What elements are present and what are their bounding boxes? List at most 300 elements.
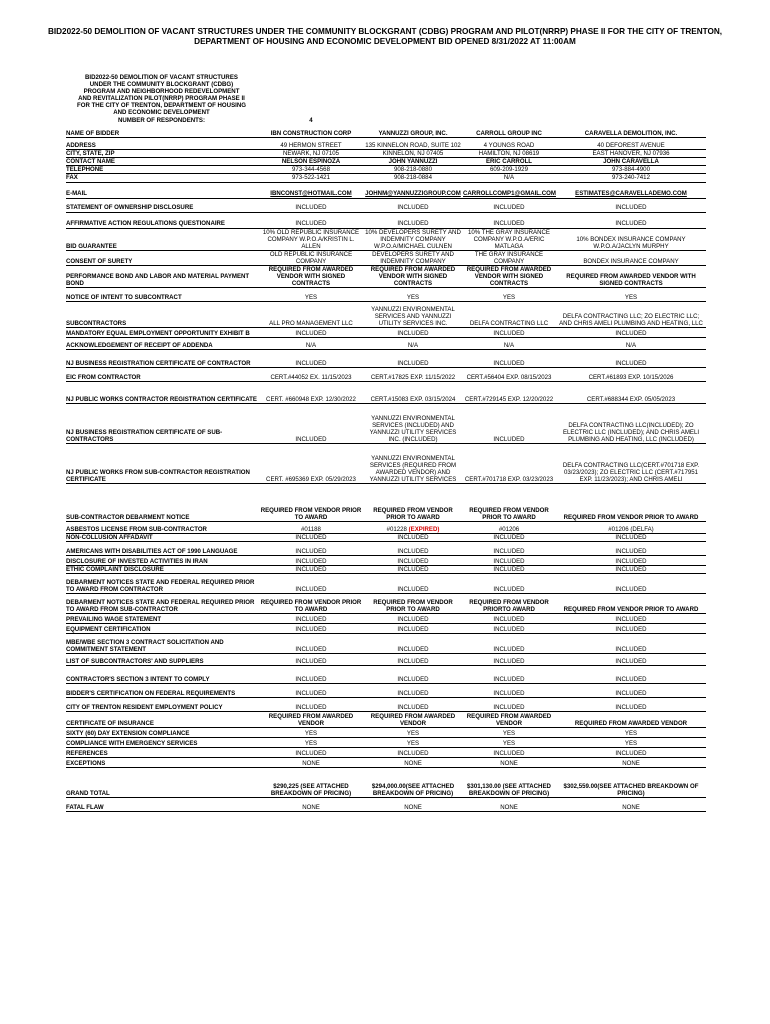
criteria-value xyxy=(462,738,556,748)
criteria-value xyxy=(364,534,462,542)
criteria-value-text: INCLUDED xyxy=(615,676,647,684)
criteria-value-text: INCLUDED xyxy=(615,204,647,212)
criteria-label: MBE/WBE SECTION 3 CONTRACT SOLICITATION AND COMMITMENT STATEMENT xyxy=(66,634,258,654)
grand-total-row-label: GRAND TOTAL xyxy=(66,768,258,798)
criteria-value xyxy=(556,522,706,534)
criteria-value-text: YES xyxy=(624,294,638,302)
expired-flag: (EXPIRED) xyxy=(408,526,440,534)
criteria-value xyxy=(556,404,706,444)
criteria-value xyxy=(462,350,556,368)
criteria-label: MANDATORY EQUAL EMPLOYMENT OPPORTUNITY EXHIBIT B xyxy=(66,328,258,338)
fatal-flaw-value: NONE xyxy=(556,798,706,812)
fax-row xyxy=(66,174,706,182)
criteria-value xyxy=(258,368,364,382)
criteria-value xyxy=(258,542,364,556)
criteria-value-text: INCLUDED xyxy=(295,558,327,566)
criteria-value xyxy=(258,712,364,728)
criteria-value xyxy=(364,728,462,738)
criteria-value xyxy=(258,404,364,444)
criteria-value-text: CERT.#61893 EXP. 10/15/2026 xyxy=(588,374,674,382)
criteria-value xyxy=(556,302,706,328)
grand-total-row xyxy=(66,768,706,798)
criteria-label: COMPLIANCE WITH EMERGENCY SERVICES xyxy=(66,738,258,748)
criteria-label: CONSENT OF SURETY xyxy=(66,250,258,265)
criteria-value xyxy=(462,594,556,614)
bidder-2-phone: 908-218-0880 xyxy=(364,166,462,174)
criteria-value xyxy=(364,566,462,574)
criteria-row xyxy=(66,302,706,328)
criteria-value xyxy=(462,288,556,302)
criteria-value xyxy=(556,684,706,698)
criteria-value-text: INCLUDED xyxy=(615,586,647,594)
criteria-row xyxy=(66,758,706,768)
criteria-value-text: INCLUDED xyxy=(493,646,525,654)
criteria-value xyxy=(556,484,706,522)
criteria-label: NJ PUBLIC WORKS FROM SUB-CONTRACTOR REGISTRATION CERTIFICATE xyxy=(66,444,258,484)
criteria-value xyxy=(364,328,462,338)
criteria-value-text: INCLUDED xyxy=(493,436,525,444)
criteria-label: EIC FROM CONTRACTOR xyxy=(66,368,258,382)
criteria-value-text: YES xyxy=(624,740,638,748)
criteria-value-text: CERT.#17825 EXP. 11/15/2022 xyxy=(370,374,456,382)
criteria-value xyxy=(258,738,364,748)
criteria-value-text: CERT.#688344 EXP. 05/05/2023 xyxy=(586,396,676,404)
criteria-value xyxy=(364,198,462,212)
criteria-value xyxy=(364,654,462,666)
criteria-value-text: DEVELOPERS SURETY AND INDEMNITY COMPANY xyxy=(372,250,454,265)
criteria-value xyxy=(258,666,364,684)
criteria-value xyxy=(258,382,364,404)
criteria-value xyxy=(258,614,364,624)
criteria-value-text: 10% DEVELOPERS SURETY AND INDEMNITY COMPANY W.P.O.A/MICHAEL CULNEN xyxy=(365,228,461,250)
criteria-row xyxy=(66,712,706,728)
contact-row xyxy=(66,158,706,166)
criteria-value-text: INCLUDED xyxy=(397,220,429,228)
criteria-row xyxy=(66,614,706,624)
criteria-value-text: REQUIRED FROM VENDOR PRIORTO AWARD xyxy=(469,599,549,614)
criteria-value xyxy=(258,624,364,634)
criteria-value xyxy=(462,382,556,404)
criteria-value xyxy=(364,698,462,712)
criteria-value-text: #01188 xyxy=(301,526,321,534)
criteria-value xyxy=(364,738,462,748)
bidder-2-contact: JOHN YANNUZZI xyxy=(364,158,462,166)
criteria-value xyxy=(364,212,462,228)
criteria-value xyxy=(462,728,556,738)
criteria-value xyxy=(364,614,462,624)
criteria-value-text: INCLUDED xyxy=(615,616,647,624)
criteria-value xyxy=(258,522,364,534)
criteria-value-text: YES xyxy=(304,294,318,302)
criteria-value xyxy=(258,556,364,566)
criteria-row xyxy=(66,212,706,228)
criteria-value-text: INCLUDED xyxy=(615,658,647,666)
bidder-2-name: YANNUZZI GROUP, INC. xyxy=(364,124,462,138)
criteria-value-text: INCLUDED xyxy=(397,704,429,712)
bidder-4-city: EAST HANOVER, NJ 07936 xyxy=(556,150,706,158)
criteria-label: DISCLOSURE OF INVESTED ACTIVITIES IN IRAN xyxy=(66,556,258,566)
criteria-value-text: INCLUDED xyxy=(493,204,525,212)
bidder-1-fax: 973-522-1421 xyxy=(258,174,364,182)
criteria-value xyxy=(462,654,556,666)
criteria-label: CERTIFICATE OF INSURANCE xyxy=(66,712,258,728)
criteria-value-text: INCLUDED xyxy=(615,690,647,698)
criteria-value xyxy=(462,666,556,684)
criteria-value-text: REQUIRED FROM VENDOR PRIOR TO AWARD xyxy=(469,507,549,522)
criteria-value xyxy=(462,624,556,634)
contact-row-label: CONTACT NAME xyxy=(66,158,258,166)
criteria-value-text: INCLUDED xyxy=(493,704,525,712)
criteria-value-text: INCLUDED xyxy=(397,616,429,624)
criteria-value xyxy=(556,212,706,228)
respondents-count: 4 xyxy=(309,116,313,124)
criteria-value-text: REQUIRED FROM VENDOR PRIOR TO AWARD xyxy=(260,599,362,614)
bidder-2-grand_total: $294,000.00(SEE ATTACHED BREAKDOWN OF PRICING) xyxy=(364,768,462,798)
criteria-value-text: CERT.#56404 EXP. 08/15/2023 xyxy=(466,374,552,382)
criteria-value xyxy=(462,484,556,522)
bidder-2-city: KINNELON, NJ 07405 xyxy=(364,150,462,158)
fatal-flaw-value: NONE xyxy=(258,798,364,812)
document-title xyxy=(40,27,730,47)
criteria-label: EQUIPMENT CERTIFICATION xyxy=(66,624,258,634)
criteria-value xyxy=(462,614,556,624)
criteria-value xyxy=(462,542,556,556)
criteria-value xyxy=(364,302,462,328)
criteria-value xyxy=(364,484,462,522)
criteria-value xyxy=(462,748,556,758)
criteria-label: DEBARMENT NOTICES STATE AND FEDERAL REQUIRED PRIOR TO AWARD FROM SUB-CONTRACTOR xyxy=(66,594,258,614)
criteria-value-text: REQUIRED FROM AWARDED VENDOR xyxy=(268,713,354,728)
criteria-value-text: REQUIRED FROM VENDOR PRIOR TO AWARD xyxy=(373,507,453,522)
criteria-row xyxy=(66,556,706,566)
criteria-value xyxy=(364,542,462,556)
title-line-1: BID2022-50 DEMOLITION OF VACANT STRUCTURES UNDER THE COMMUNITY BLOCKGRANT (CDBG) PROGRAM AND PILOT(NRRP) PHASE II FOR THE CITY OF TRENTON, xyxy=(47,27,723,36)
criteria-value xyxy=(258,444,364,484)
criteria-row xyxy=(66,748,706,758)
criteria-value xyxy=(556,534,706,542)
criteria-value xyxy=(556,198,706,212)
criteria-value xyxy=(462,522,556,534)
criteria-value-text: INCLUDED xyxy=(397,360,429,368)
criteria-value xyxy=(462,534,556,542)
criteria-value xyxy=(462,338,556,350)
criteria-value-text: INCLUDED xyxy=(397,646,429,654)
criteria-label: REFERENCES xyxy=(66,748,258,758)
criteria-value xyxy=(462,250,556,265)
criteria-value-text: INCLUDED xyxy=(493,360,525,368)
criteria-value xyxy=(258,684,364,698)
criteria-value-text: INCLUDED xyxy=(493,558,525,566)
criteria-value-text: INCLUDED xyxy=(295,360,327,368)
criteria-label: ASBESTOS LICENSE FROM SUB-CONTRACTOR xyxy=(66,522,258,534)
criteria-row xyxy=(66,266,706,288)
phone-row-label: TELEPHONE xyxy=(66,166,258,174)
criteria-value-text: INCLUDED xyxy=(397,676,429,684)
criteria-value xyxy=(364,624,462,634)
criteria-row xyxy=(66,566,706,574)
address-row-label: ADDRESS xyxy=(66,138,258,150)
criteria-value-text: YES xyxy=(502,730,516,738)
bidder-3-city: HAMILTON, NJ 08619 xyxy=(462,150,556,158)
criteria-value-text: YES xyxy=(406,740,420,748)
criteria-value xyxy=(462,212,556,228)
criteria-value xyxy=(462,566,556,574)
criteria-value-text: REQUIRED FROM AWARDED VENDOR xyxy=(574,720,688,728)
criteria-label: AFFIRMATIVE ACTION REGULATIONS QUESTIONAIRE xyxy=(66,212,258,228)
criteria-value xyxy=(556,266,706,288)
criteria-value-text: INCLUDED xyxy=(397,558,429,566)
criteria-value xyxy=(258,228,364,250)
criteria-row xyxy=(66,382,706,404)
criteria-value-text: DELFA CONTRACTING LLC(CERT.#701718 EXP. 03/23/2023); ZO ELECTRIC LLC (CERT.#717951 EXP. 11/23/2023); AND CHRIS AMELI xyxy=(562,462,700,484)
bidder-4-contact: JOHN CARAVELLA xyxy=(556,158,706,166)
criteria-value xyxy=(556,698,706,712)
criteria-value-text: YES xyxy=(502,740,516,748)
criteria-value-text: #01228 xyxy=(386,526,407,534)
criteria-value xyxy=(364,350,462,368)
criteria-value-text: N/A xyxy=(625,342,637,350)
criteria-value xyxy=(462,698,556,712)
criteria-label: CITY OF TRENTON RESIDENT EMPLOYMENT POLICY xyxy=(66,698,258,712)
criteria-value-text: INCLUDED xyxy=(615,220,647,228)
criteria-value xyxy=(556,574,706,594)
criteria-value-text: INCLUDED xyxy=(493,534,525,542)
fatal-flaw-value: NONE xyxy=(462,798,556,812)
criteria-value xyxy=(556,594,706,614)
criteria-value-text: INCLUDED xyxy=(493,676,525,684)
criteria-value-text: CERT. #660948 EXP. 12/30/2022 xyxy=(266,396,356,404)
criteria-value xyxy=(364,228,462,250)
criteria-value xyxy=(364,666,462,684)
criteria-value-text: YES xyxy=(502,294,516,302)
criteria-label: BID GUARANTEE xyxy=(66,228,258,250)
criteria-value-text: INCLUDED xyxy=(295,330,327,338)
bidder-4-phone: 973-884-4900 xyxy=(556,166,706,174)
criteria-value xyxy=(258,302,364,328)
email-row-label: E-MAIL xyxy=(66,182,258,198)
criteria-value-text: INCLUDED xyxy=(295,616,327,624)
criteria-row xyxy=(66,198,706,212)
criteria-value-text: INCLUDED xyxy=(295,704,327,712)
criteria-row xyxy=(66,542,706,556)
bidder-3-address: 4 YOUNGS ROAD xyxy=(462,138,556,150)
bidder-1-phone: 973-344-4568 xyxy=(258,166,364,174)
bidder-1-email: IBNCONST@HOTMAIL.COM xyxy=(258,182,364,198)
criteria-value-text: NONE xyxy=(302,760,320,768)
criteria-value xyxy=(258,728,364,738)
criteria-value xyxy=(364,574,462,594)
criteria-value-text: INCLUDED xyxy=(397,548,429,556)
bidder-name-row xyxy=(66,124,706,138)
criteria-row xyxy=(66,522,706,534)
criteria-label: NJ PUBLIC WORKS CONTRACTOR REGISTRATION CERTIFICATE xyxy=(66,382,258,404)
criteria-value-text: 10% BONDEX INSURANCE COMPANY W.P.O.A/JACLYN MURPHY xyxy=(576,235,686,250)
criteria-value xyxy=(556,288,706,302)
criteria-value-text: N/A xyxy=(503,342,515,350)
criteria-value-text: REQUIRED FROM AWARDED VENDOR WITH SIGNED CONTRACTS xyxy=(268,266,354,288)
criteria-value xyxy=(258,338,364,350)
criteria-value xyxy=(556,250,706,265)
bidder-2-fax: 908-218-0884 xyxy=(364,174,462,182)
criteria-value-text: NONE xyxy=(500,760,518,768)
criteria-value-text: REQUIRED FROM VENDOR PRIOR TO AWARD xyxy=(563,606,699,614)
bidder-1-grand_total: $290,225 (SEE ATTACHED BREAKDOWN OF PRICING) xyxy=(258,768,364,798)
criteria-label: SIXTY (60) DAY EXTENSION COMPLIANCE xyxy=(66,728,258,738)
criteria-row xyxy=(66,738,706,748)
criteria-value xyxy=(258,566,364,574)
criteria-value xyxy=(462,266,556,288)
bidder-2-email: JOHNM@YANNUZZIGROUP.COM xyxy=(364,182,462,198)
criteria-value-text: INCLUDED xyxy=(493,220,525,228)
criteria-value xyxy=(556,350,706,368)
criteria-row xyxy=(66,594,706,614)
criteria-row xyxy=(66,228,706,250)
bidder-3-phone: 609-209-1929 xyxy=(462,166,556,174)
criteria-value-text: CERT. #695369 EXP. 05/29/2023 xyxy=(266,476,356,484)
criteria-value-text: INCLUDED xyxy=(397,566,429,574)
email-row xyxy=(66,182,706,198)
criteria-value-text: REQUIRED FROM VENDOR PRIOR TO AWARD xyxy=(373,599,453,614)
criteria-label: PREVAILING WAGE STATEMENT xyxy=(66,614,258,624)
criteria-value-text: INCLUDED xyxy=(615,548,647,556)
criteria-value xyxy=(258,594,364,614)
criteria-value xyxy=(258,350,364,368)
criteria-value xyxy=(556,228,706,250)
criteria-value xyxy=(364,522,462,534)
bidder-3-email: CARROLLCOMP1@GMAIL.COM xyxy=(462,182,556,198)
criteria-value-text: INCLUDED xyxy=(397,690,429,698)
criteria-value xyxy=(364,556,462,566)
criteria-row xyxy=(66,728,706,738)
criteria-value-text: INCLUDED xyxy=(493,548,525,556)
criteria-value-text: INCLUDED xyxy=(615,558,647,566)
criteria-row xyxy=(66,654,706,666)
criteria-value xyxy=(462,404,556,444)
criteria-value xyxy=(556,566,706,574)
criteria-value-text: NONE xyxy=(622,760,640,768)
criteria-value xyxy=(556,382,706,404)
criteria-value-text: REQUIRED FROM AWARDED VENDOR WITH SIGNED CONTRACTS xyxy=(370,266,456,288)
criteria-label: CONTRACTOR'S SECTION 3 INTENT TO COMPLY xyxy=(66,666,258,684)
criteria-row xyxy=(66,624,706,634)
criteria-label: EXCEPTIONS xyxy=(66,758,258,768)
criteria-value xyxy=(556,712,706,728)
criteria-label: SUBCONTRACTORS xyxy=(66,302,258,328)
criteria-value xyxy=(364,404,462,444)
criteria-row xyxy=(66,698,706,712)
criteria-label: AMERICANS WITH DISABILITIES ACT OF 1990 LANGUAGE xyxy=(66,542,258,556)
criteria-value-text: INCLUDED xyxy=(397,750,429,758)
criteria-value-text: N/A xyxy=(305,342,317,350)
criteria-value-text: INCLUDED xyxy=(295,690,327,698)
criteria-value-text: INCLUDED xyxy=(493,586,525,594)
fatal-flaw-label: FATAL FLAW xyxy=(66,798,258,812)
criteria-value-text: INCLUDED xyxy=(295,204,327,212)
criteria-value xyxy=(364,338,462,350)
criteria-row xyxy=(66,350,706,368)
criteria-value-text: INCLUDED xyxy=(615,566,647,574)
criteria-value-text: DELFA CONTRACTING LLC xyxy=(469,320,549,328)
criteria-value-text: N/A xyxy=(407,342,419,350)
criteria-value xyxy=(556,624,706,634)
criteria-label: NJ BUSINESS REGISTRATION CERTIFICATE OF SUB-CONTRACTORS xyxy=(66,404,258,444)
bidder-4-fax: 973-240-7412 xyxy=(556,174,706,182)
fatal-flaw-value: NONE xyxy=(364,798,462,812)
criteria-value-text: CERT.#15083 EXP. 03/15/2024 xyxy=(370,396,456,404)
city-row-label: CITY, STATE, ZIP xyxy=(66,150,258,158)
criteria-value-text: INCLUDED xyxy=(397,586,429,594)
criteria-label: SUB-CONTRACTOR DEBARMENT NOTICE xyxy=(66,484,258,522)
bid-tabulation-table xyxy=(66,72,706,812)
criteria-value xyxy=(556,368,706,382)
criteria-value xyxy=(556,758,706,768)
criteria-value-text: INCLUDED xyxy=(295,220,327,228)
criteria-value xyxy=(556,634,706,654)
criteria-value-text: INCLUDED xyxy=(615,534,647,542)
criteria-value xyxy=(258,328,364,338)
criteria-label: NON-COLLUSION AFFADAVIT xyxy=(66,534,258,542)
criteria-label: NOTICE OF INTENT TO SUBCONTRACT xyxy=(66,288,258,302)
criteria-value xyxy=(364,368,462,382)
intro-row xyxy=(66,72,706,124)
criteria-value-text: OLD REPUBLIC INSURANCE COMPANY xyxy=(269,250,353,265)
criteria-label: STATEMENT OF OWNERSHIP DISCLOSURE xyxy=(66,198,258,212)
intro-text: BID2022-50 DEMOLITION OF VACANT STRUCTURES UNDER THE COMMUNITY BLOCKGRANT (CDBG) PROGRAM AND NEIGHBORHOOD REDEVELOPMENT AND REVITALIZATION PILOT(NRRP) PROGRAM PHASE II FOR THE CITY OF TRENTON, DEPARTMENT OF HOUSING AND ECONOMIC DEVELOPMENT NUMBER OF RESPONDENTS: xyxy=(77,74,246,124)
city-row xyxy=(66,150,706,158)
criteria-value-text: INCLUDED xyxy=(493,566,525,574)
criteria-value-text: INCLUDED xyxy=(615,646,647,654)
criteria-row xyxy=(66,534,706,542)
criteria-value-text: REQUIRED FROM VENDOR PRIOR TO AWARD xyxy=(563,514,699,522)
address-row xyxy=(66,138,706,150)
criteria-value-text: INCLUDED xyxy=(615,750,647,758)
bidder-1-city: NEWARK, NJ 07105 xyxy=(258,150,364,158)
criteria-value-text: YES xyxy=(304,740,318,748)
criteria-label: DEBARMENT NOTICES STATE AND FEDERAL REQUIRED PRIOR TO AWARD FROM CONTRACTOR xyxy=(66,574,258,594)
title-line-2: DEPARTMENT OF HOUSING AND ECONOMIC DEVELOPMENT BID OPENED 8/31/2022 AT 11:00AM xyxy=(194,37,576,46)
criteria-row xyxy=(66,444,706,484)
bidder-3-fax: N/A xyxy=(462,174,556,182)
criteria-value xyxy=(462,684,556,698)
criteria-value-text: YES xyxy=(406,294,420,302)
criteria-value xyxy=(462,556,556,566)
criteria-value-text: INCLUDED xyxy=(615,360,647,368)
criteria-label: PERFORMANCE BOND AND LABOR AND MATERIAL PAYMENT BOND xyxy=(66,266,258,288)
criteria-value xyxy=(462,198,556,212)
criteria-value xyxy=(364,634,462,654)
criteria-value xyxy=(462,634,556,654)
criteria-value xyxy=(364,288,462,302)
criteria-value-text: 10% OLD REPUBLIC INSURANCE COMPANY W.P.O.A/KRISTIN L. ALLEN xyxy=(262,228,360,250)
criteria-value-text: DELFA CONTRACTING LLC; ZO ELECTRIC LLC; AND CHRIS AMELI PLUMBING AND HEATING, LLC xyxy=(559,313,703,328)
criteria-value-text: NONE xyxy=(404,760,422,768)
criteria-value xyxy=(258,574,364,594)
criteria-value-text: DELFA CONTRACTING LLC(INCLUDED); ZO ELECTRIC LLC (INCLUDED); AND CHRIS AMELI PLUMBING AND HEATING, LLC (INCLUDED) xyxy=(562,422,700,444)
criteria-value-text: #01206 xyxy=(498,526,520,534)
criteria-row xyxy=(66,684,706,698)
criteria-value xyxy=(364,712,462,728)
bidder-3-contact: ERIC CARROLL xyxy=(462,158,556,166)
criteria-value xyxy=(258,288,364,302)
criteria-value-text: CERT.#701718 EXP. 03/23/2023 xyxy=(464,476,554,484)
bidder-2-address: 135 KINNELON ROAD, SUITE 102 xyxy=(364,138,462,150)
criteria-value xyxy=(462,228,556,250)
criteria-value-text: INCLUDED xyxy=(615,330,647,338)
criteria-value xyxy=(364,444,462,484)
criteria-value-text: THE GRAY INSURANCE COMPANY xyxy=(474,250,544,265)
criteria-value xyxy=(556,666,706,684)
criteria-value xyxy=(556,738,706,748)
